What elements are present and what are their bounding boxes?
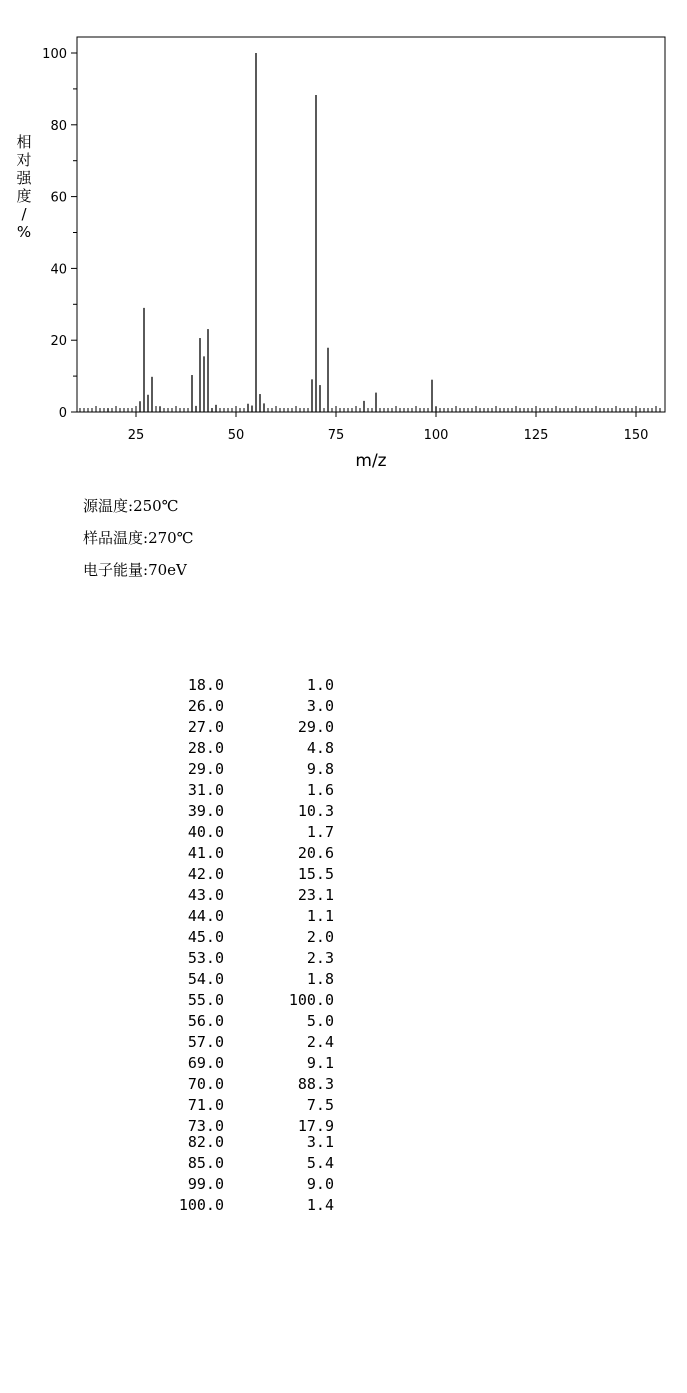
x-tick-label: 50 xyxy=(227,428,245,443)
mz-value: 56.0 xyxy=(187,1012,224,1030)
condition-label: 样品温度: xyxy=(83,529,149,547)
table-row xyxy=(0,823,400,843)
intensity-value: 29.0 xyxy=(297,718,334,736)
table-row xyxy=(0,676,400,696)
mz-value: 44.0 xyxy=(187,907,224,925)
mz-value: 41.0 xyxy=(187,844,224,862)
intensity-value: 7.5 xyxy=(306,1096,334,1114)
mz-value: 69.0 xyxy=(187,1054,224,1072)
mz-value: 31.0 xyxy=(187,781,224,799)
y-axis-label xyxy=(16,133,32,241)
intensity-value: 5.0 xyxy=(306,1012,334,1030)
peak-bars xyxy=(108,53,436,412)
x-tick-label: 150 xyxy=(623,428,649,443)
table-row xyxy=(0,907,400,927)
mz-value: 26.0 xyxy=(187,697,224,715)
mz-value: 73.0 xyxy=(187,1117,224,1135)
intensity-value: 17.9 xyxy=(297,1117,334,1135)
intensity-value: 4.8 xyxy=(306,739,334,757)
x-axis-label: m/z xyxy=(355,451,387,471)
mz-value: 85.0 xyxy=(187,1154,224,1172)
intensity-value: 88.3 xyxy=(297,1075,334,1093)
intensity-value: 3.0 xyxy=(306,697,334,715)
intensity-value: 5.4 xyxy=(306,1154,334,1172)
table-row xyxy=(0,739,400,759)
table-row xyxy=(0,1133,400,1153)
y-tick-label: 60 xyxy=(50,190,67,206)
plot-frame xyxy=(77,37,665,412)
table-row xyxy=(0,1054,400,1074)
intensity-value: 2.3 xyxy=(306,949,334,967)
condition-label: 电子能量: xyxy=(83,561,149,579)
condition-line xyxy=(83,559,187,580)
intensity-value: 9.0 xyxy=(306,1175,334,1193)
table-row xyxy=(0,928,400,948)
x-tick-label: 100 xyxy=(423,428,449,443)
mz-value: 43.0 xyxy=(187,886,224,904)
table-row xyxy=(0,886,400,906)
y-axis-ticks xyxy=(42,47,77,421)
intensity-value: 100.0 xyxy=(288,991,334,1009)
intensity-value: 10.3 xyxy=(297,802,334,820)
intensity-value: 15.5 xyxy=(297,865,334,883)
y-tick-label: 0 xyxy=(58,406,67,421)
mz-value: 45.0 xyxy=(187,928,224,946)
mz-value: 82.0 xyxy=(187,1133,224,1151)
table-row xyxy=(0,1196,400,1216)
mz-value: 71.0 xyxy=(187,1096,224,1114)
x-minor-ticks xyxy=(80,406,660,412)
intensity-value: 9.8 xyxy=(306,760,334,778)
table-row xyxy=(0,1096,400,1116)
y-tick-label: 100 xyxy=(42,47,67,62)
mz-value: 39.0 xyxy=(187,802,224,820)
intensity-value: 1.7 xyxy=(306,823,334,841)
y-tick-label: 20 xyxy=(50,334,67,350)
table-row xyxy=(0,1012,400,1032)
x-tick-label: 125 xyxy=(523,428,549,443)
intensity-value: 1.0 xyxy=(306,676,334,694)
condition-value: 250℃ xyxy=(133,497,179,515)
mz-value: 100.0 xyxy=(178,1196,224,1214)
x-tick-label: 75 xyxy=(327,428,345,443)
mz-value: 70.0 xyxy=(187,1075,224,1093)
intensity-value: 3.1 xyxy=(306,1133,334,1151)
mz-value: 42.0 xyxy=(187,865,224,883)
table-row xyxy=(0,865,400,885)
mz-value: 27.0 xyxy=(187,718,224,736)
intensity-value: 1.8 xyxy=(306,970,334,988)
table-row xyxy=(0,844,400,864)
table-row xyxy=(0,697,400,717)
table-row xyxy=(0,1033,400,1053)
mz-value: 53.0 xyxy=(187,949,224,967)
y-axis-label-text: 相对强度/ % xyxy=(16,133,32,241)
intensity-value: 2.0 xyxy=(306,928,334,946)
mz-value: 40.0 xyxy=(187,823,224,841)
mass-spectrum-chart xyxy=(0,0,687,480)
x-tick-label: 25 xyxy=(127,428,145,443)
table-row xyxy=(0,1175,400,1195)
mz-value: 99.0 xyxy=(187,1175,224,1193)
condition-line xyxy=(83,527,193,548)
table-row xyxy=(0,991,400,1011)
mz-value: 29.0 xyxy=(187,760,224,778)
intensity-value: 2.4 xyxy=(306,1033,334,1051)
table-row xyxy=(0,1075,400,1095)
intensity-value: 20.6 xyxy=(297,844,334,862)
table-row xyxy=(0,802,400,822)
mz-value: 54.0 xyxy=(187,970,224,988)
table-row xyxy=(0,1154,400,1174)
intensity-value: 1.1 xyxy=(306,907,334,925)
condition-line xyxy=(83,495,178,516)
intensity-value: 9.1 xyxy=(306,1054,334,1072)
table-row xyxy=(0,949,400,969)
table-row xyxy=(0,760,400,780)
x-axis-ticks xyxy=(128,412,649,443)
mz-value: 57.0 xyxy=(187,1033,224,1051)
intensity-value: 1.6 xyxy=(306,781,334,799)
y-tick-label: 40 xyxy=(50,262,67,278)
mz-value: 55.0 xyxy=(187,991,224,1009)
mz-value: 18.0 xyxy=(187,676,224,694)
mz-value: 28.0 xyxy=(187,739,224,757)
table-row xyxy=(0,781,400,801)
condition-value: 70eV xyxy=(148,561,187,579)
condition-value: 270℃ xyxy=(148,529,194,547)
table-row xyxy=(0,970,400,990)
intensity-value: 1.4 xyxy=(306,1196,334,1214)
y-tick-label: 80 xyxy=(50,118,67,134)
table-row xyxy=(0,718,400,738)
intensity-value: 23.1 xyxy=(297,886,334,904)
condition-label: 源温度: xyxy=(83,497,134,515)
